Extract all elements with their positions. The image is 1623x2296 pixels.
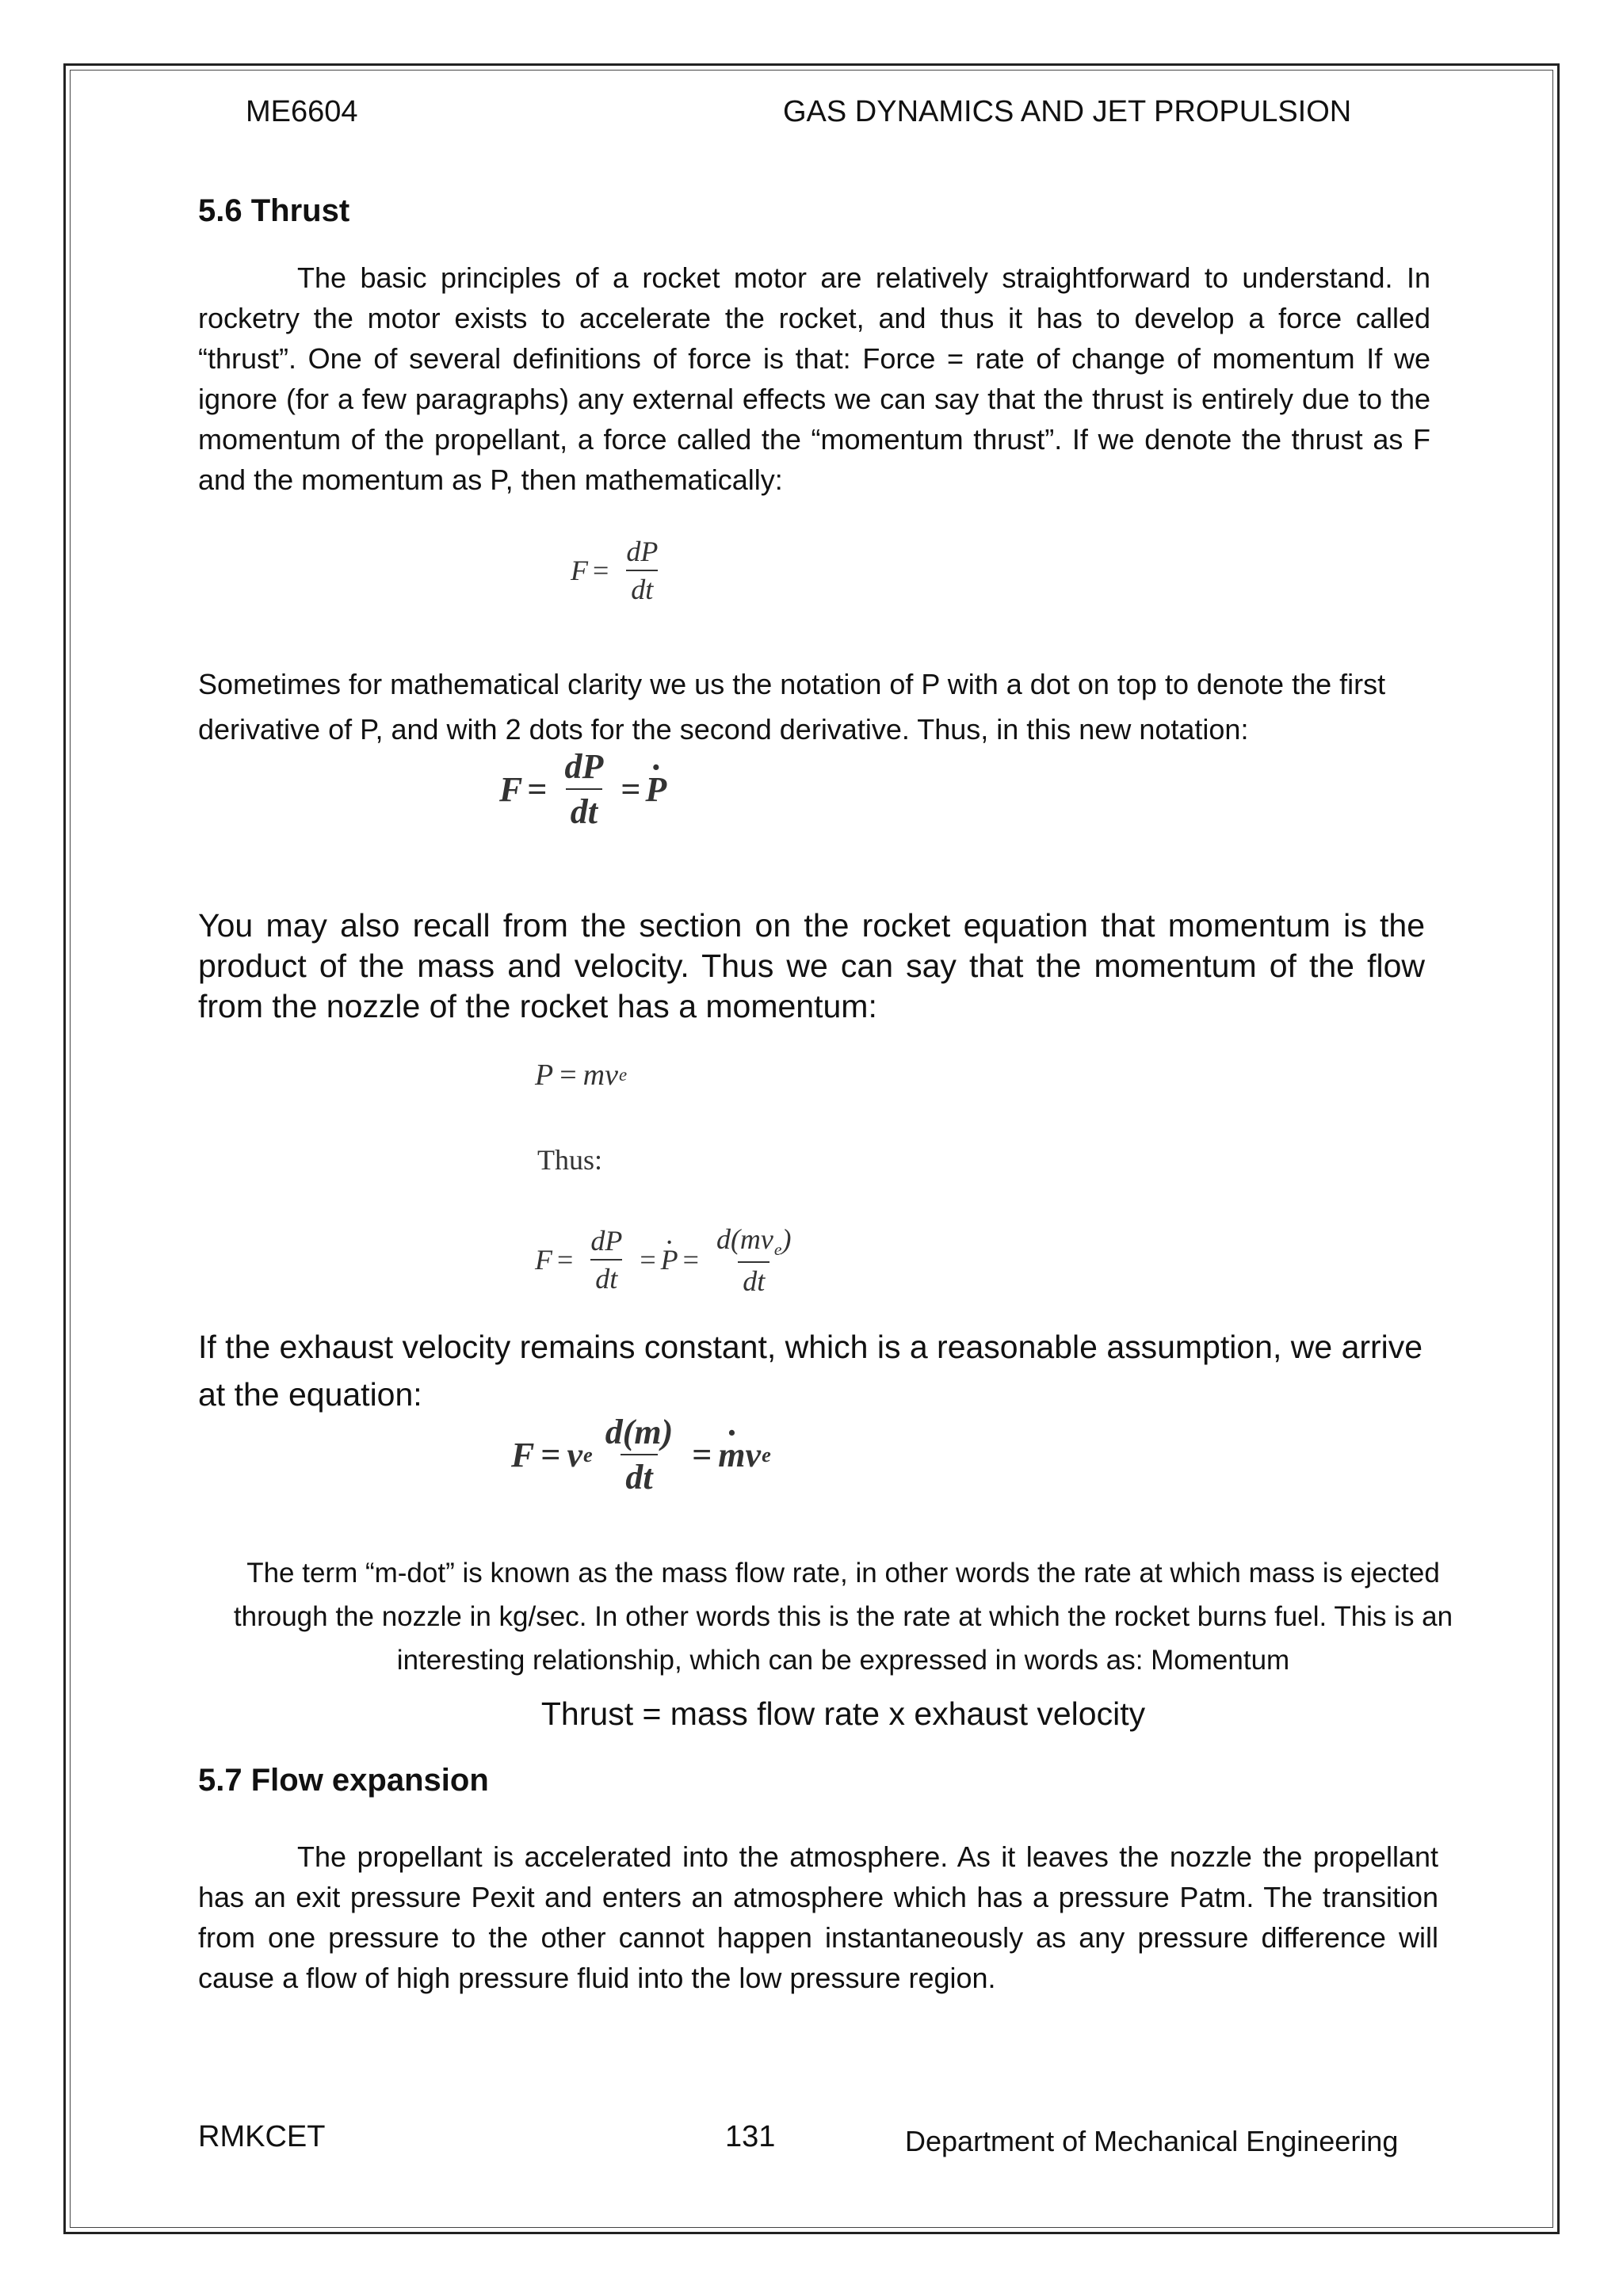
equation-force-mass-velocity: F = $\frac{dP}{dt}$ = · P = $\frac{d(mv_e)}{dt}$ bbox=[535, 1222, 804, 1298]
footer-department: Department of Mechanical Engineering bbox=[905, 2125, 1399, 2157]
paragraph-exhaust-velocity: If the exhaust velocity remains constant, which is a reasonable assumption, we arrive at the equation: bbox=[198, 1329, 1423, 1413]
equation-momentum-mve: P = mv e bbox=[535, 1058, 628, 1092]
paragraph-thrust-intro: The basic principles of a rocket motor are relatively straightforward to understand. In rocketry the motor exists to accelerate the rocket, and thus it has to develop a force called “thrust”. One of several definitions of force is that: Force = rate of change of momentum If we ignore (for a few paragraphs) any external effects we can say that the thrust is entirely due to the momentum of the propellant, a force called the “momentum thrust”. If we denote the thrust as F and the momentum as P, then mathematically: bbox=[198, 261, 1430, 496]
paragraph-momentum-product: You may also recall from the section on the rocket equation that momentum is the product of the mass and velocity. Thus we can say that the momentum of the flow from the nozzle of the rocket has a momentum: bbox=[198, 907, 1425, 1024]
header-course-code: ME6604 bbox=[246, 95, 358, 128]
footer-page-number: 131 bbox=[725, 2120, 776, 2153]
section-heading-flow-expansion: 5.7 Flow expansion bbox=[198, 1763, 489, 1798]
label-thus: Thus: bbox=[537, 1144, 603, 1176]
thrust-statement: Thrust = mass flow rate x exhaust velocity bbox=[540, 1695, 1146, 1732]
section-heading-thrust: 5.6 Thrust bbox=[198, 193, 350, 228]
paragraph-mass-flow-rate: The term “m-dot” is known as the mass flow rate, in other words the rate at which mass is ejected through the nozzle in kg/sec. In other words this is the rate at which the rocket burns fuel. This is an interesting relationship, which can be expressed in words as: Momentum bbox=[233, 1558, 1453, 1676]
equation-force-pdot: F = $\frac{dP}{dt}$ = · P bbox=[499, 746, 666, 832]
header-course-title: GAS DYNAMICS AND JET PROPULSION bbox=[783, 95, 1352, 128]
paragraph-flow-expansion: The propellant is accelerated into the atmosphere. As it leaves the nozzle the propellant has an exit pressure Pexit and enters an atmosphere which has a pressure Patm. The transition from one pressure to the other cannot happen instantaneously as any pressure difference will cause a flow of high pressure fluid into the low pressure region. bbox=[198, 1840, 1438, 1994]
equation-force-momentum: F = $\frac{dP}{dt}$ bbox=[571, 536, 659, 605]
paragraph-dot-notation: Sometimes for mathematical clarity we us the notation of P with a dot on top to denote the first derivative of P, and with 2 dots for the second derivative. Thus, in this new notation: bbox=[198, 668, 1386, 746]
equation-thrust-mdot: F = v e $\frac{d(m)}{dt}$ = · m v e bbox=[511, 1412, 771, 1497]
footer-institution: RMKCET bbox=[198, 2120, 326, 2153]
